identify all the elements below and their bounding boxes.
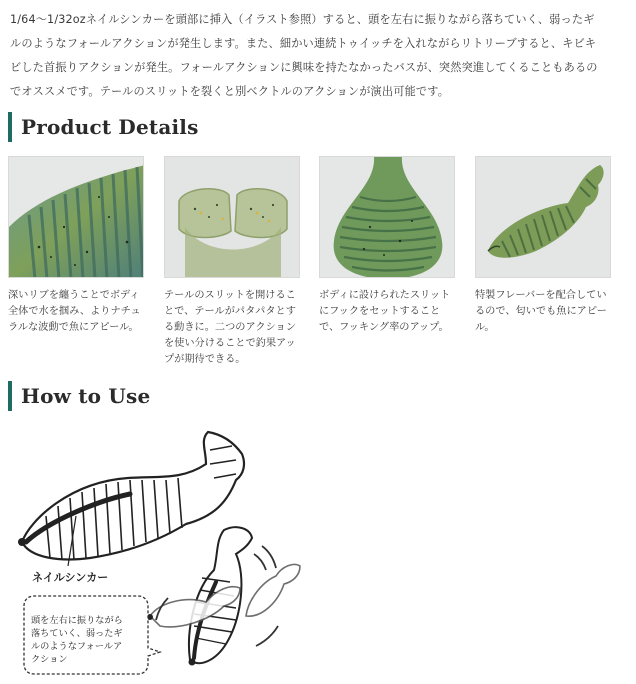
section-title: Product Details (21, 115, 199, 139)
intro-line: ルのようなフォールアクションが発生します。また、細かい連続トゥイッチを入れながらリトリーブすると、キビキ (10, 37, 597, 50)
product-card-tail-slit (164, 156, 300, 368)
product-caption: 深いリブを纏うことでボディ全体で水を掴み、よりナチュラルな波動で魚にアピール。 (8, 290, 141, 333)
product-photo-full-bait (475, 156, 611, 278)
product-caption: ボディに設けられたスリットにフックをセットすることで、フッキング率のアップ。 (319, 290, 451, 333)
product-photo-ribs (8, 156, 144, 278)
intro-text (10, 8, 628, 104)
intro-line: ビした首振りアクションが発生。フォールアクションに興味を持たなかったバスが、突然突進してくることもあるの (10, 61, 598, 74)
product-details-heading (8, 112, 199, 142)
product-card-ribs (8, 156, 144, 336)
product-photo-body-slit (319, 156, 455, 278)
product-card-body-slit (319, 156, 455, 336)
intro-line: 1/64〜1/32ozネイルシンカーを頭部に挿入（イラスト参照）すると、頭を左右に振りながら落ちていく、弱ったギ (10, 13, 595, 26)
speech-bubble-text: 頭を左右に振りながら落ちていく、弱ったギルのようなフォールアクション (31, 615, 123, 665)
section-title: How to Use (21, 384, 151, 408)
how-to-use-heading (8, 381, 150, 411)
product-photo-tail-slit (164, 156, 300, 278)
intro-line: でオススメです。テールのスリットを裂くと別ベクトルのアクションが演出可能です。 (10, 85, 450, 98)
product-card-flavor (475, 156, 611, 336)
product-caption: テールのスリットを開けることで、テールがパタパタとする動きに。二つのアクションを使い分けることで釣果アップが期待できる。 (164, 290, 296, 365)
nail-sinker-label: ネイルシンカー (32, 571, 109, 584)
product-caption: 特製フレーバーを配合しているので、匂いでも魚にアピール。 (475, 290, 607, 333)
